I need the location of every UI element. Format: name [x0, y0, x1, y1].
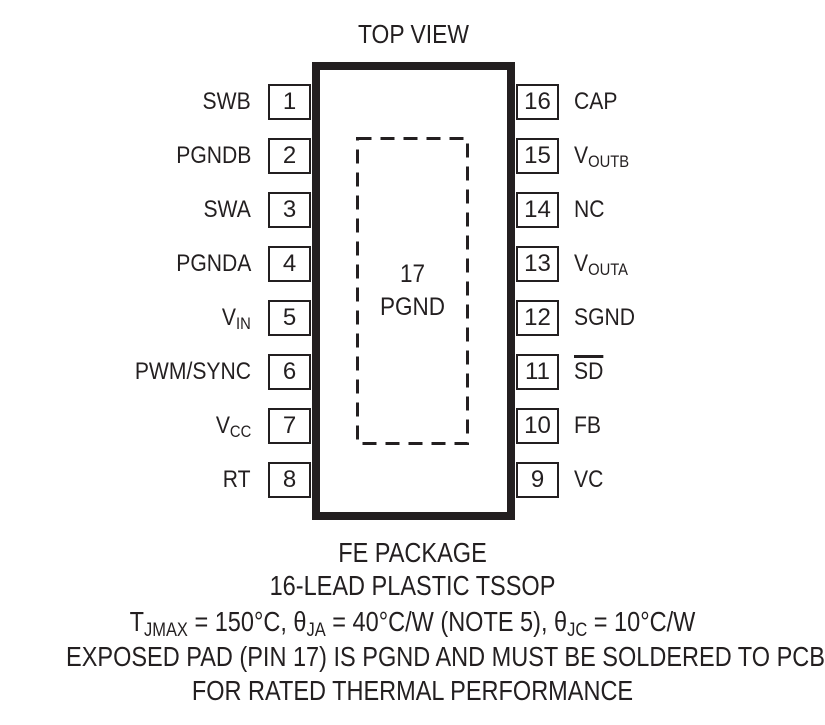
pin-number-box-7: 7: [268, 408, 311, 444]
pin-row-2: [30, 138, 311, 174]
pin-number-box-16: 16: [516, 84, 559, 120]
top-view-label: TOP VIEW: [357, 19, 470, 49]
pin-label-6: PWM/SYNC: [134, 358, 251, 385]
package-type: 16-LEAD PLASTIC TSSOP: [269, 570, 556, 601]
pin-label-4: PGNDA: [175, 250, 251, 277]
thermal-rating-note: $T_{JMAX} = 150^\circ C$, $\theta_{JA} = 40^\circ C/W$ (NOTE 5), $\theta_{JC} = 10^\circ C/W$: [129, 606, 696, 641]
pin-row-14: [516, 192, 806, 228]
pin-row-9: [516, 462, 806, 498]
pin-row-12: [516, 300, 806, 336]
pin-number-box-2: 2: [268, 138, 311, 174]
pin-number-box-11: 11: [516, 354, 559, 390]
pin-label-11: $\overline{SD}$: [574, 358, 604, 385]
pin-label-16: CAP: [574, 88, 618, 115]
pin-row-6: [30, 354, 311, 390]
pin-label-15: $V_{OUTB}$: [574, 142, 630, 172]
pin-label-13: $V_{OUTA}$: [574, 250, 629, 280]
pin-row-8: [30, 462, 311, 498]
pin-row-1: [30, 84, 311, 120]
exposed-pad-note-line1: EXPOSED PAD (PIN 17) IS PGND AND MUST BE SOLDERED TO PCB: [66, 641, 825, 672]
pin-column-left: [30, 84, 311, 516]
pin-label-5: $V_{IN}$: [222, 304, 251, 334]
pin-number-box-3: 3: [268, 192, 311, 228]
exposed-pad-label: PGND: [379, 293, 445, 321]
pin-row-16: [516, 84, 806, 120]
pin-row-13: [516, 246, 806, 282]
pin-row-10: [516, 408, 806, 444]
pin-label-12: SGND: [574, 304, 636, 331]
pin-number-box-9: 9: [516, 462, 559, 498]
pin-label-2: PGNDB: [175, 142, 251, 169]
pin-label-3: SWA: [203, 196, 251, 223]
pin-row-5: [30, 300, 311, 336]
pin-row-3: [30, 192, 311, 228]
pin-number-box-10: 10: [516, 408, 559, 444]
pin-row-7: [30, 408, 311, 444]
pin-number-box-8: 8: [268, 462, 311, 498]
pin-row-15: [516, 138, 806, 174]
package-name: FE PACKAGE: [338, 537, 487, 568]
pin-number-box-4: 4: [268, 246, 311, 282]
exposed-pad: [356, 137, 469, 445]
pin-label-8: RT: [223, 466, 251, 493]
pin-label-7: $V_{CC}$: [215, 412, 251, 442]
pin-row-4: [30, 246, 311, 282]
pin-label-9: VC: [574, 466, 604, 493]
pin-number-box-6: 6: [268, 354, 311, 390]
pin-number-box-1: 1: [268, 84, 311, 120]
pin-number-box-13: 13: [516, 246, 559, 282]
pin-label-1: SWB: [202, 88, 251, 115]
pin-label-14: NC: [574, 196, 605, 223]
exposed-pad-text: [362, 137, 464, 445]
pin-row-11: [516, 354, 806, 390]
exposed-pad-number: 17: [399, 260, 426, 288]
pin-label-10: FB: [574, 412, 601, 439]
pin-number-box-14: 14: [516, 192, 559, 228]
pin-column-right: [516, 84, 806, 516]
exposed-pad-note-line2: FOR RATED THERMAL PERFORMANCE: [191, 675, 634, 706]
pin-number-box-12: 12: [516, 300, 559, 336]
pin-number-box-5: 5: [268, 300, 311, 336]
pin-number-box-15: 15: [516, 138, 559, 174]
